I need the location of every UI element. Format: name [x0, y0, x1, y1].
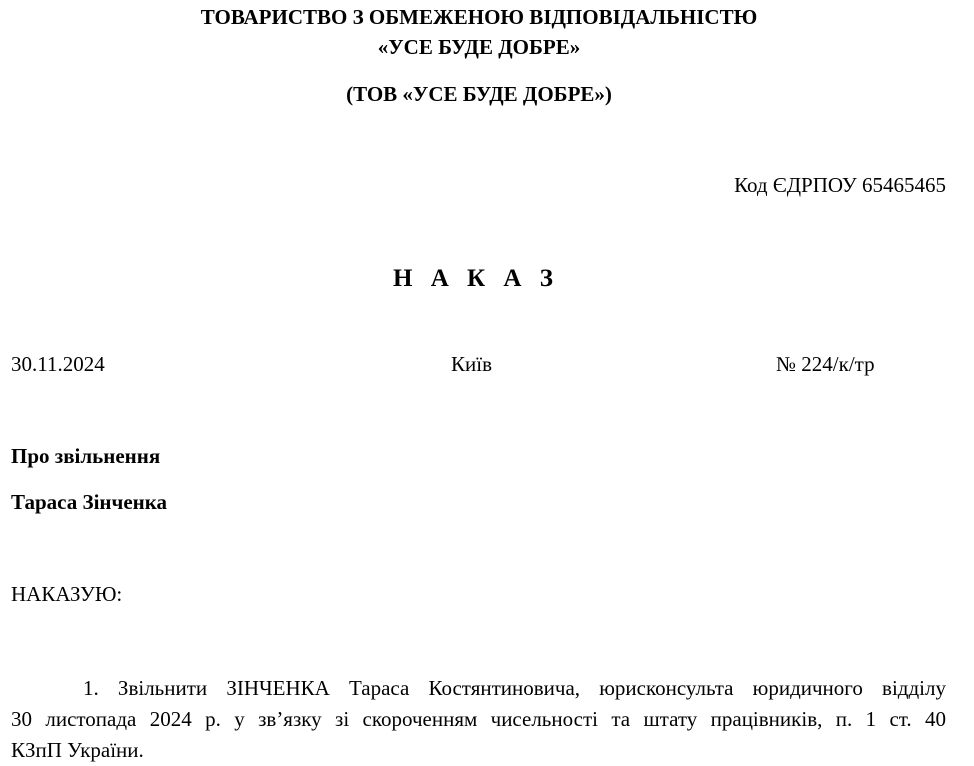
company-short-name: (ТОВ «УСЕ БУДЕ ДОБРЕ») — [346, 82, 612, 106]
clause-line: 30 листопада 2024 р. у зв’язку зі скороченням чисельності та штату працівників, п. 1 ст. 40 — [11, 707, 946, 731]
clause-line: КЗпП України. — [11, 738, 144, 762]
company-full-name-line1: ТОВАРИСТВО З ОБМЕЖЕНОЮ ВІДПОВІДАЛЬНІСТЮ — [200, 5, 758, 29]
clause-line: 1. Звільнити ЗІНЧЕНКА Тараса Костянтиновича, юрисконсульта юридичного відділу — [83, 676, 946, 700]
order-number: № 224/к/тр — [776, 352, 875, 376]
order-city: Київ — [451, 352, 492, 376]
edrpou-code: Код ЄДРПОУ 65465465 — [734, 173, 946, 197]
order-title: Н А К А З — [393, 265, 559, 292]
order-subject-line2: Тараса Зінченка — [11, 490, 168, 514]
order-date: 30.11.2024 — [11, 352, 105, 376]
order-clause-1 — [11, 673, 946, 766]
company-full-name-line2: «УСЕ БУДЕ ДОБРЕ» — [377, 35, 581, 59]
order-directive-word: НАКАЗУЮ: — [11, 582, 123, 606]
order-subject-line1: Про звільнення — [11, 444, 161, 468]
